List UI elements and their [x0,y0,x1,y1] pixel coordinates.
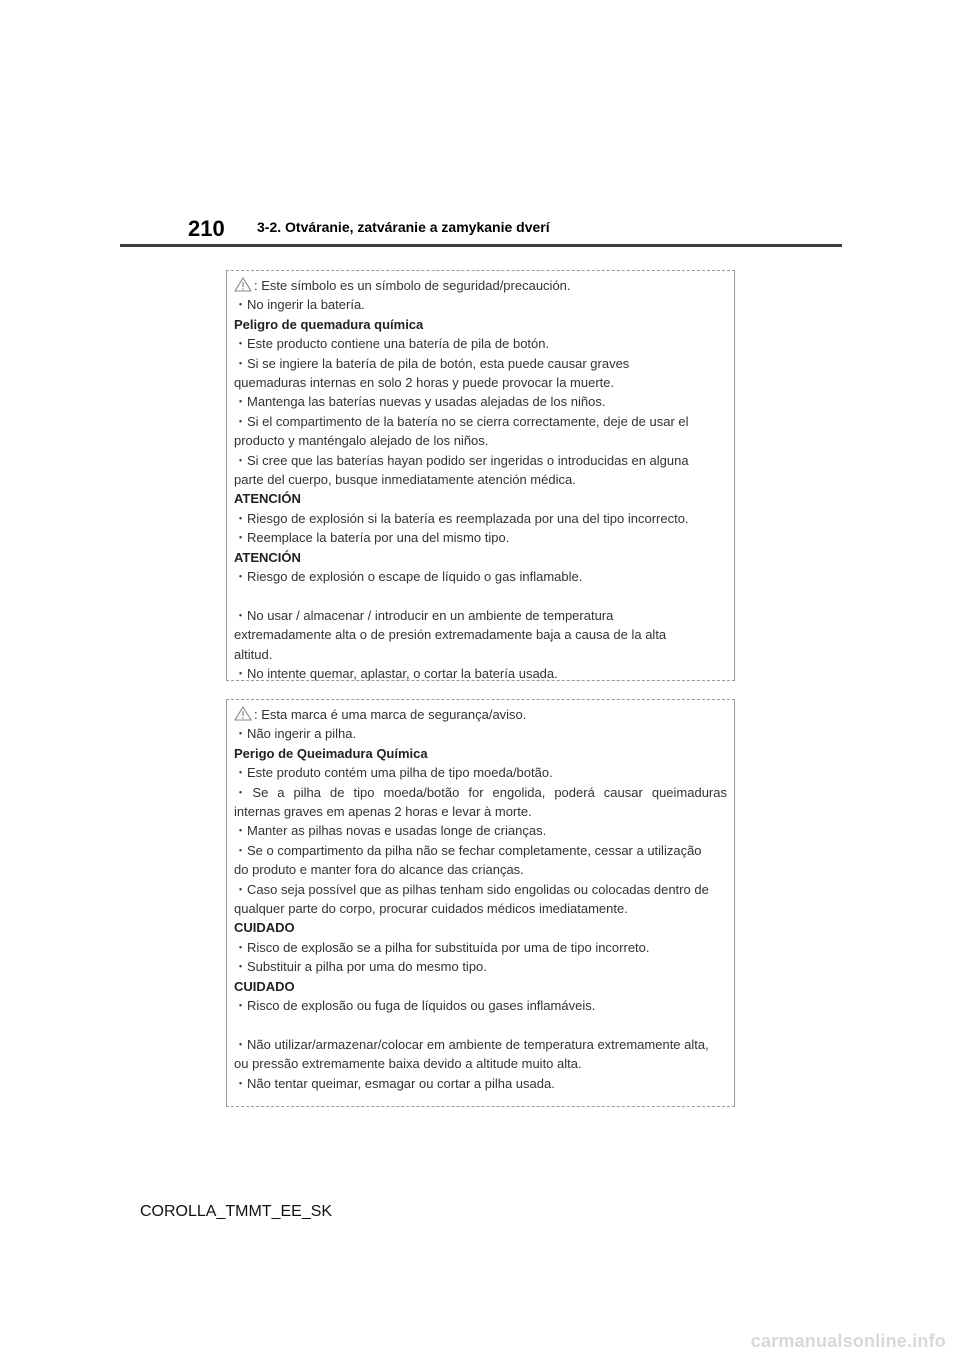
bullet-line: ・Não utilizar/armazenar/colocar em ambiente de temperatura extremamente alta, [234,1036,709,1052]
bullet-line: ・Não tentar queimar, esmagar ou cortar a pilha usada. [234,1075,555,1091]
page-header [120,214,842,248]
continuation-line: quemaduras internas en solo 2 horas y puede provocar la muerte. [234,375,615,391]
bullet-line: ・Este produto contém uma pilha de tipo moeda/botão. [234,765,553,781]
continuation-line: parte del cuerpo, busque inmediatamente atención médica. [234,472,576,488]
bullet-line: ・No intente quemar, aplastar, o cortar la batería usada. [234,666,558,682]
bullet-line: ・Risco de explosão ou fuga de líquidos ou gases inflamáveis. [234,998,596,1014]
continuation-line: extremadamente alta o de presión extremadamente baja a causa de la alta [234,627,667,643]
section-title: 3-2. Otváranie, zatváranie a zamykanie dverí [257,219,550,235]
warning-triangle-icon [234,277,252,292]
bullet-line: ・Riesgo de explosión si la batería es reemplazada por una del tipo incorrecto. [234,510,689,526]
warning-symbol-text: : Esta marca é uma marca de segurança/aviso. [254,707,527,722]
spacer [234,587,727,606]
continuation-line: internas graves em apenas 2 horas e levar à morte. [234,804,532,820]
bullet-line: ・Mantenga las baterías nuevas y usadas alejadas de los niños. [234,394,606,410]
bullet-line: ・Manter as pilhas novas e usadas longe de crianças. [234,823,547,839]
bullet-line: ・Se o compartimento da pilha não se fechar completamente, cessar a utilização [234,842,702,858]
page-number: 210 [188,216,225,241]
bullet-line: ・Risco de explosão se a pilha for substituída por uma de tipo incorreto. [234,939,650,955]
continuation-line: qualquer parte do corpo, procurar cuidados médicos imediatamente. [234,901,628,917]
section-heading: CUIDADO [234,920,295,936]
section-heading: ATENCIÓN [234,549,301,565]
section-heading: Perigo de Queimadura Química [234,745,428,761]
continuation-line: do produto e manter fora do alcance das crianças. [234,862,524,878]
bullet-line: ・Não ingerir a pilha. [234,726,357,742]
warning-symbol-line [234,276,727,295]
bullet-line: ・No usar / almacenar / introducir en un ambiente de temperatura [234,607,614,623]
continuation-line: ou pressão extremamente baixa devido a altitude muito alta. [234,1056,582,1072]
bullet-line: ・No ingerir la batería. [234,297,365,313]
bullet-line: ・Riesgo de explosión o escape de líquido o gas inflamable. [234,569,583,585]
header-rule [120,244,842,247]
bullet-line: ・Substituir a pilha por uma do mesmo tipo. [234,959,487,975]
continuation-line: altitud. [234,646,273,662]
bullet-line: ・Si cree que las baterías hayan podido ser ingeridas o introducidas en alguna [234,452,689,468]
section-heading: Peligro de quemadura química [234,316,424,332]
bullet-line: ・Si el compartimento de la batería no se cierra correctamente, deje de usar el [234,413,689,429]
warning-box-portuguese [226,699,735,1107]
bullet-line: ・Este producto contiene una batería de pila de botón. [234,336,550,352]
warning-triangle-icon [234,706,252,721]
bullet-line: ・Se a pilha de tipo moeda/botão for engolida, poderá causar queimaduras [234,784,727,800]
section-heading: CUIDADO [234,978,295,994]
section-heading: ATENCIÓN [234,491,301,507]
watermark: carmanualsonline.info [750,1331,946,1351]
continuation-line: producto y manténgalo alejado de los niños. [234,433,489,449]
bullet-line: ・Reemplace la batería por una del mismo tipo. [234,530,510,546]
warning-symbol-text: : Este símbolo es un símbolo de seguridad/precaución. [254,278,571,293]
spacer [234,1016,727,1035]
bullet-line: ・Si se ingiere la batería de pila de botón, esta puede causar graves [234,355,630,371]
warning-symbol-line [234,705,727,724]
document-code: COROLLA_TMMT_EE_SK [140,1203,333,1220]
warning-box-spanish [226,270,735,681]
bullet-line: ・Caso seja possível que as pilhas tenham sido engolidas ou colocadas dentro de [234,881,709,897]
